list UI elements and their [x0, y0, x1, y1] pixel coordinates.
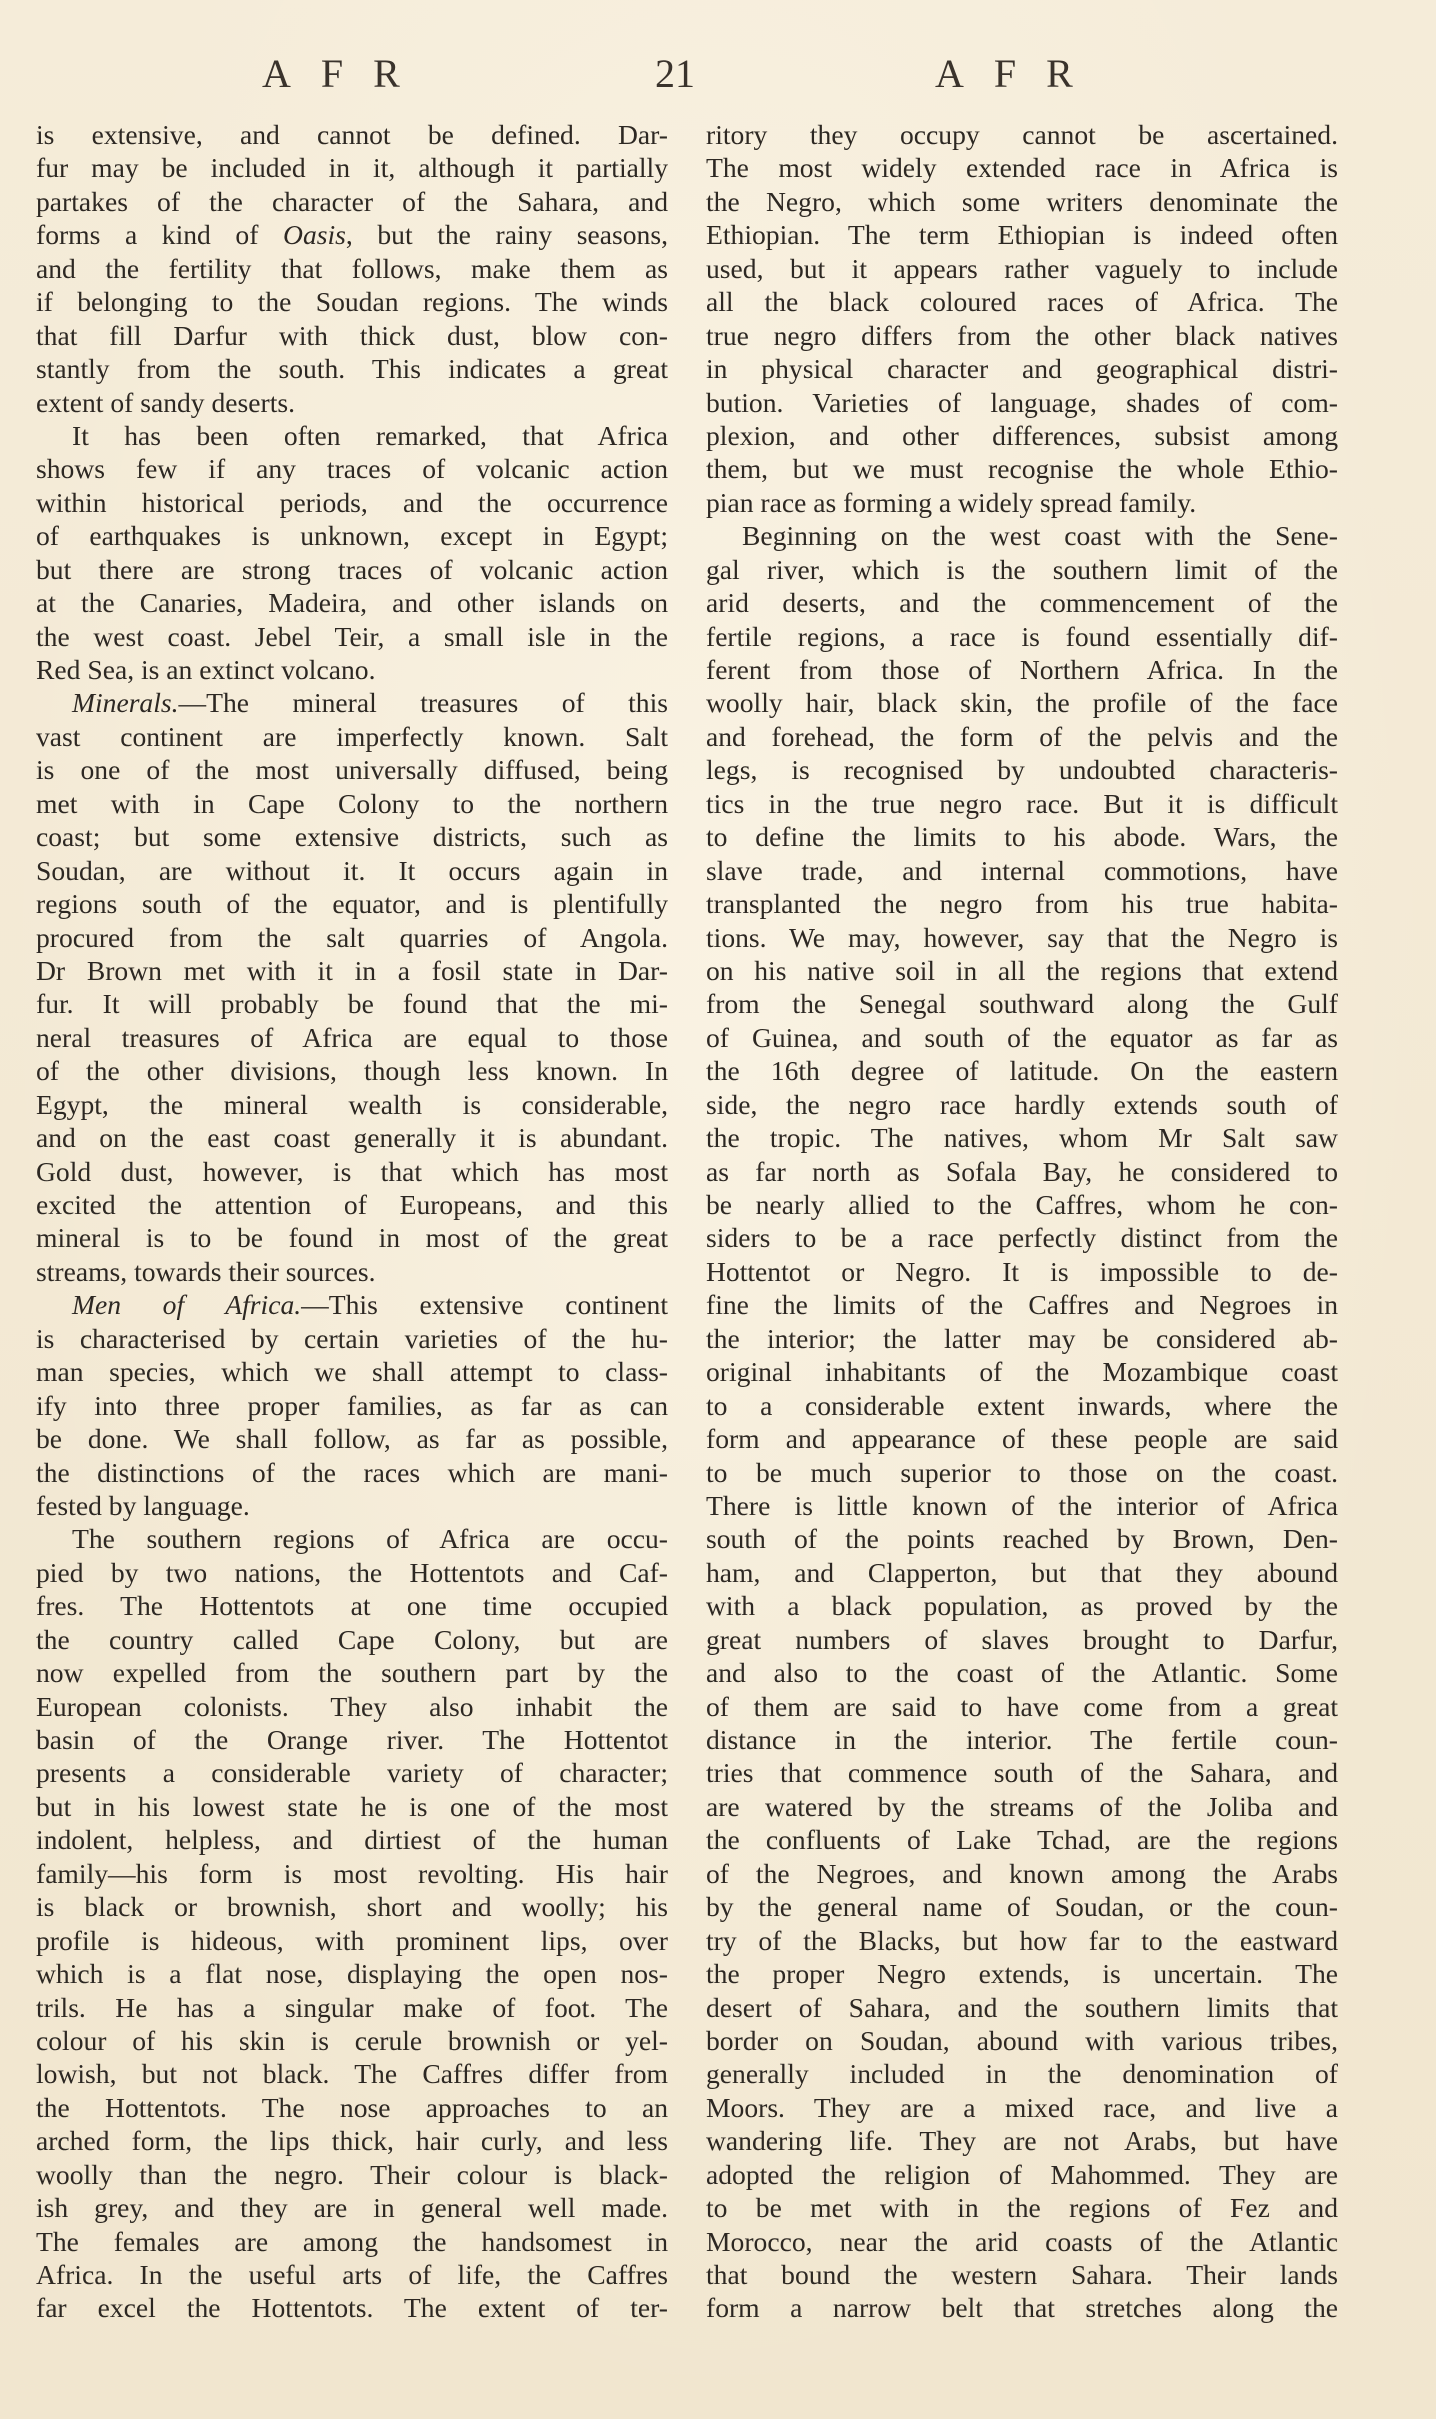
page-number: 21 [655, 51, 695, 96]
text-line: slave trade, and internal commotions, have [706, 854, 1338, 886]
text-line: of earthquakes is unknown, except in Egypt; [36, 520, 668, 552]
text-line: within historical periods, and the occurrence [36, 486, 668, 518]
text-line: family—his form is most revolting. His hair [36, 1857, 668, 1889]
text-line: form and appearance of these people are said [706, 1423, 1338, 1455]
text-line: ritory they occupy cannot be ascertained. [706, 119, 1338, 150]
text-line: lowish, but not black. The Caffres differ from [36, 2058, 668, 2090]
text-line: and the fertility that follows, make them as [36, 252, 668, 284]
text-line: that bound the western Sahara. Their lands [706, 2259, 1338, 2290]
text-line: excited the attention of Europeans, and this [36, 1189, 668, 1220]
text-line: arched form, the lips thick, hair curly, and less [36, 2125, 668, 2157]
text-line: to be much superior to those on the coast. [706, 1456, 1338, 1488]
text-line: basin of the Orange river. The Hottentot [36, 1724, 668, 1755]
text-line: all the black coloured races of Africa. The [706, 286, 1338, 318]
text-line: in physical character and geographical distri- [706, 353, 1338, 385]
text-line: now expelled from the southern part by the [36, 1657, 668, 1689]
text-line: form a narrow belt that stretches along the [706, 2292, 1338, 2324]
italic-phrase: Minerals. [72, 687, 179, 719]
text-line: partakes of the character of the Sahara, and [36, 185, 668, 217]
text-line: man species, which we shall attempt to class- [36, 1356, 668, 1388]
text-line: ify into three proper families, as far as can [36, 1389, 668, 1421]
text-line: transplanted the negro from his true habita- [706, 888, 1338, 920]
text-line: colour of his skin is cerule brownish or yel- [36, 2024, 668, 2056]
text-line: trils. He has a singular make of foot. The [36, 1991, 668, 2023]
text-line: the distinctions of the races which are mani- [36, 1456, 668, 1488]
text-line: siders to be a race perfectly distinct from the [706, 1222, 1338, 1254]
text-line: far excel the Hottentots. The extent of ter- [36, 2292, 668, 2324]
text-line: It has been often remarked, that Africa [72, 419, 668, 451]
text-line: which is a flat nose, displaying the open nos- [36, 1958, 668, 1990]
text-line: tries that commence south of the Sahara, and [706, 1757, 1338, 1789]
text-line: bution. Varieties of language, shades of com- [706, 386, 1338, 418]
text-line: the interior; the latter may be considered ab- [706, 1322, 1338, 1354]
text-line: to a considerable extent inwards, where the [706, 1389, 1338, 1421]
text-line: to be met with in the regions of Fez and [706, 2192, 1338, 2224]
text-line: extent of sandy deserts. [36, 386, 296, 418]
text-line: ham, and Clapperton, but that they abound [706, 1556, 1338, 1588]
text-line: and forehead, the form of the pelvis and the [706, 720, 1338, 752]
text-line: fur. It will probably be found that the mi- [36, 988, 668, 1020]
text-line: Red Sea, is an extinct volcano. [36, 654, 376, 685]
text-line: as far north as Sofala Bay, he considered to [706, 1155, 1338, 1187]
text-line: Soudan, are without it. It occurs again in [36, 854, 668, 886]
text-line: plexion, and other differences, subsist among [706, 419, 1338, 451]
text-line: The southern regions of Africa are occu- [72, 1523, 668, 1555]
text-line: Dr Brown met with it in a fosil state in Dar- [36, 954, 668, 986]
text-line: Gold dust, however, is that which has most [36, 1155, 668, 1187]
text-line: are watered by the streams of the Joliba and [706, 1790, 1338, 1822]
text-line: be done. We shall follow, as far as possible, [36, 1423, 668, 1455]
text-line: generally included in the denomination of [706, 2058, 1338, 2090]
text-line: legs, is recognised by undoubted characteris- [706, 754, 1338, 786]
text-line: ferent from those of Northern Africa. In the [706, 654, 1338, 685]
text-line: fested by language. [36, 1489, 250, 1521]
text-line: pied by two nations, the Hottentots and Caf- [36, 1556, 668, 1588]
text-line: the west coast. Jebel Teir, a small isle in the [36, 620, 668, 652]
text-line: them, but we must recognise the whole Ethio- [706, 453, 1338, 485]
text-line: on his native soil in all the regions that extend [706, 954, 1338, 986]
text-line: presents a considerable variety of character; [36, 1757, 668, 1789]
text-line: Hottentot or Negro. It is impossible to de- [706, 1255, 1338, 1287]
text-line: true negro differs from the other black natives [706, 319, 1338, 351]
text-line: the tropic. The natives, whom Mr Salt saw [706, 1122, 1338, 1154]
text-line: Egypt, the mineral wealth is considerable, [36, 1088, 668, 1120]
text-line: is black or brownish, short and woolly; his [36, 1891, 668, 1923]
text-line: tics in the true negro race. But it is difficult [706, 787, 1338, 819]
text-line: that fill Darfur with thick dust, blow con- [36, 319, 668, 351]
text-line: vast continent are imperfectly known. Salt [36, 720, 668, 752]
text-line: of the other divisions, though less known. In [36, 1055, 668, 1087]
text-line: the proper Negro extends, is uncertain. The [706, 1958, 1338, 1990]
text-line: but there are strong traces of volcanic action [36, 553, 668, 585]
text-line: Beginning on the west coast with the Sene- [742, 520, 1338, 552]
text-line: the Hottentots. The nose approaches to an [36, 2091, 668, 2123]
text-line: profile is hideous, with prominent lips, over [36, 1924, 668, 1956]
text-line: with a black population, as proved by the [706, 1590, 1338, 1622]
text-line: fur may be included in it, although it partially [36, 152, 668, 184]
text-line: to define the limits to his abode. Wars, the [706, 821, 1338, 853]
text-line: gal river, which is the southern limit of the [706, 553, 1338, 585]
text-line: Men of Africa.—This extensive continent [72, 1289, 668, 1321]
left-column [36, 118, 668, 2325]
italic-phrase: Oasis [283, 219, 346, 251]
text-line: The females are among the handsomest in [36, 2225, 668, 2257]
text-line: of them are said to have come from a great [706, 1690, 1338, 1722]
text-line: try of the Blacks, but how far to the eastward [706, 1924, 1338, 1956]
text-line: mineral is to be found in most of the great [36, 1222, 668, 1254]
text-line: at the Canaries, Madeira, and other islands on [36, 587, 668, 619]
text-line: the country called Cape Colony, but are [36, 1623, 668, 1655]
text-line: Ethiopian. The term Ethiopian is indeed often [706, 219, 1338, 251]
text-line: regions south of the equator, and is plentifully [36, 888, 668, 920]
text-line: arid deserts, and the commencement of the [706, 587, 1338, 619]
text-line: from the Senegal southward along the Gulf [706, 988, 1338, 1020]
header-left: AFR [262, 51, 430, 96]
text-line: adopted the religion of Mahommed. They are [706, 2158, 1338, 2190]
text-line: the confluents of Lake Tchad, are the regions [706, 1824, 1338, 1856]
header-right: AFR [935, 51, 1103, 96]
text-line: and on the east coast generally it is abundant. [36, 1122, 668, 1154]
text-line: Africa. In the useful arts of life, the Caffres [36, 2259, 668, 2290]
running-header [0, 50, 1436, 100]
text-line: is one of the most universally diffused, being [36, 754, 668, 786]
text-line: original inhabitants of the Mozambique coast [706, 1356, 1338, 1388]
right-column [706, 118, 1338, 2325]
text-line: neral treasures of Africa are equal to those [36, 1021, 668, 1053]
text-line: Minerals.—The mineral treasures of this [72, 687, 668, 719]
text-line: procured from the salt quarries of Angola. [36, 921, 668, 953]
text-line: Moors. They are a mixed race, and live a [706, 2091, 1338, 2123]
text-line: stantly from the south. This indicates a great [36, 353, 668, 385]
text-line: side, the negro race hardly extends south of [706, 1088, 1338, 1120]
text-line: used, but it appears rather vaguely to include [706, 252, 1338, 284]
text-line: wandering life. They are not Arabs, but have [706, 2125, 1338, 2157]
text-line: woolly hair, black skin, the profile of the face [706, 687, 1338, 719]
text-line: pian race as forming a widely spread family. [706, 486, 1197, 518]
text-line: is characterised by certain varieties of the hu- [36, 1322, 668, 1354]
text-line: ish grey, and they are in general well made. [36, 2192, 668, 2224]
text-line: fres. The Hottentots at one time occupied [36, 1590, 668, 1622]
text-line: woolly than the negro. Their colour is black- [36, 2158, 668, 2190]
text-line: The most widely extended race in Africa is [706, 152, 1338, 184]
text-line: tions. We may, however, say that the Negro is [706, 921, 1338, 953]
italic-phrase: Men of Africa. [72, 1289, 302, 1321]
text-line: is extensive, and cannot be defined. Dar- [36, 119, 668, 150]
text-line: be nearly allied to the Caffres, whom he con- [706, 1189, 1338, 1220]
text-line: fine the limits of the Caffres and Negroes in [706, 1289, 1338, 1321]
text-line: met with in Cape Colony to the northern [36, 787, 668, 819]
text-line: There is little known of the interior of Africa [706, 1489, 1338, 1521]
text-line: streams, towards their sources. [36, 1255, 376, 1287]
text-line: and also to the coast of the Atlantic. Some [706, 1657, 1338, 1689]
text-line: Morocco, near the arid coasts of the Atlantic [706, 2225, 1338, 2257]
text-line: great numbers of slaves brought to Darfur, [706, 1623, 1338, 1655]
text-line: if belonging to the Soudan regions. The winds [36, 286, 668, 318]
text-line: fertile regions, a race is found essentially dif- [706, 620, 1338, 652]
text-line: indolent, helpless, and dirtiest of the human [36, 1824, 668, 1856]
text-line: the Negro, which some writers denominate the [706, 185, 1338, 217]
text-line: of the Negroes, and known among the Arabs [706, 1857, 1338, 1889]
text-line: border on Soudan, abound with various tribes, [706, 2024, 1338, 2056]
text-line: but in his lowest state he is one of the most [36, 1790, 668, 1822]
text-line: south of the points reached by Brown, Den- [706, 1523, 1338, 1555]
text-line: shows few if any traces of volcanic action [36, 453, 668, 485]
text-line: forms a kind of Oasis, but the rainy seasons, [36, 219, 668, 251]
text-line: European colonists. They also inhabit the [36, 1690, 668, 1722]
text-line: the 16th degree of latitude. On the eastern [706, 1055, 1338, 1087]
text-line: desert of Sahara, and the southern limits that [706, 1991, 1338, 2023]
text-line: of Guinea, and south of the equator as far as [706, 1021, 1338, 1053]
text-line: by the general name of Soudan, or the coun- [706, 1891, 1338, 1923]
text-line: coast; but some extensive districts, such as [36, 821, 668, 853]
text-line: distance in the interior. The fertile coun- [706, 1724, 1338, 1755]
